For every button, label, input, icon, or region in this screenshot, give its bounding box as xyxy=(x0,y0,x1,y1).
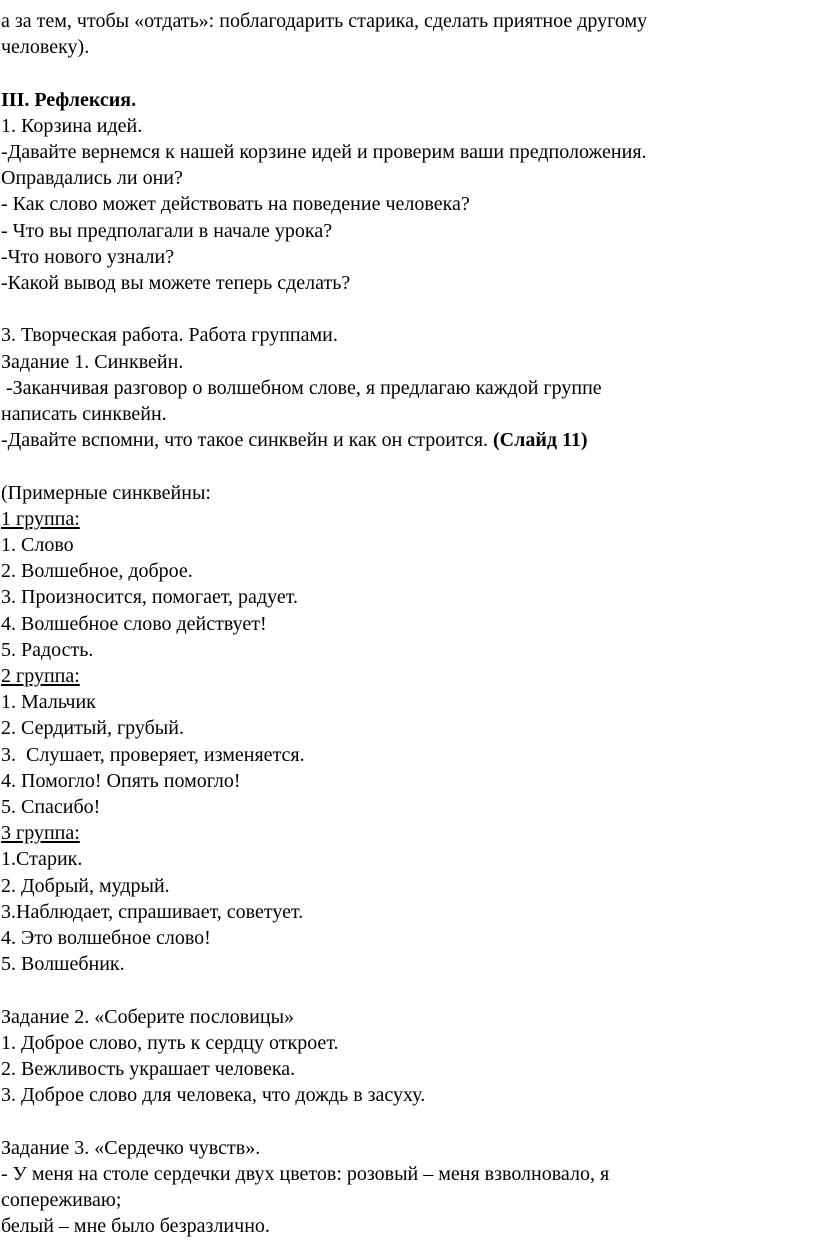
group-1-line: 2. Волшебное, доброе. xyxy=(1,560,193,583)
group-2-line: 2. Сердитый, грубый. xyxy=(1,717,184,740)
proverb-line: 1. Доброе слово, путь к сердцу откроет. xyxy=(1,1031,339,1054)
task-3-line-2: сопереживаю; xyxy=(1,1189,122,1212)
examples-intro: (Примерные синквейны: xyxy=(1,481,211,504)
group-1-line: 4. Волшебное слово действует! xyxy=(1,612,267,635)
spacer xyxy=(1,453,816,479)
proverb-line: 2. Вежливость украшает человека. xyxy=(1,1058,296,1081)
group-3-title: 3 группа: xyxy=(1,822,80,845)
creative-line-3-text: -Давайте вспомни, что такое синквейн и как он строится. xyxy=(1,429,494,452)
group-2-title: 2 группа: xyxy=(1,665,80,688)
reflection-line-2: Оправдались ли они? xyxy=(1,167,183,190)
task-3-title: Задание 3. «Сердечко чувств». xyxy=(1,1136,261,1159)
task-2-title: Задание 2. «Соберите пословицы» xyxy=(1,1005,295,1028)
creative-line-1: -Заканчивая разговор о волшебном слове, я предлагаю каждой группе xyxy=(1,376,602,399)
slide-reference: (Слайд 11) xyxy=(493,429,588,452)
group-2-line: 1. Мальчик xyxy=(1,691,96,714)
group-3-line: 3.Наблюдает, спрашивает, советует. xyxy=(1,900,304,923)
group-2-line: 3. Слушает, проверяет, изменяется. xyxy=(1,743,305,766)
group-1-title: 1 группа: xyxy=(1,507,80,530)
reflection-question-2: - Что вы предполагали в начале урока? xyxy=(1,219,333,242)
reflection-question-4: -Какой вывод вы можете теперь сделать? xyxy=(1,272,351,295)
group-2-line: 4. Помогло! Опять помогло! xyxy=(1,769,241,792)
reflection-heading: III. Рефлексия. xyxy=(1,88,137,111)
reflection-item-1: 1. Корзина идей. xyxy=(1,114,143,137)
spacer xyxy=(1,1108,816,1134)
group-1-line: 1. Слово xyxy=(1,534,74,557)
group-3-line: 1.Старик. xyxy=(1,848,83,871)
spacer xyxy=(1,977,816,1003)
group-3-line: 5. Волшебник. xyxy=(1,953,125,976)
group-1-line: 5. Радость. xyxy=(1,638,94,661)
group-1-line: 3. Произносится, помогает, радует. xyxy=(1,586,298,609)
intro-line-2: человеку). xyxy=(1,36,90,59)
intro-line-1: а за тем, чтобы «отдать»: поблагодарить старика, сделать приятное другому xyxy=(1,10,648,32)
spacer xyxy=(1,296,816,322)
proverb-line: 3. Доброе слово для человека, что дождь в засуху. xyxy=(1,1084,426,1107)
creative-line-3 xyxy=(1,427,816,453)
spacer xyxy=(1,60,816,86)
task-3-line-3: белый – мне было безразлично. xyxy=(1,1215,270,1238)
reflection-line-1: -Давайте вернемся к нашей корзине идей и проверим ваши предположения. xyxy=(1,141,647,163)
creative-heading: 3. Творческая работа. Работа группами. xyxy=(1,324,338,347)
task-3-line-1: - У меня на столе сердечки двух цветов: розовый – меня взволновало, я xyxy=(1,1162,610,1185)
group-2-line: 5. Спасибо! xyxy=(1,796,101,819)
reflection-question-1: - Как слово может действовать на поведение человека? xyxy=(1,193,470,216)
task-1-title: Задание 1. Синквейн. xyxy=(1,350,184,373)
creative-line-2: написать синквейн. xyxy=(1,403,167,426)
reflection-question-3: -Что нового узнали? xyxy=(1,245,175,268)
group-3-line: 4. Это волшебное слово! xyxy=(1,927,211,950)
group-3-line: 2. Добрый, мудрый. xyxy=(1,874,170,897)
